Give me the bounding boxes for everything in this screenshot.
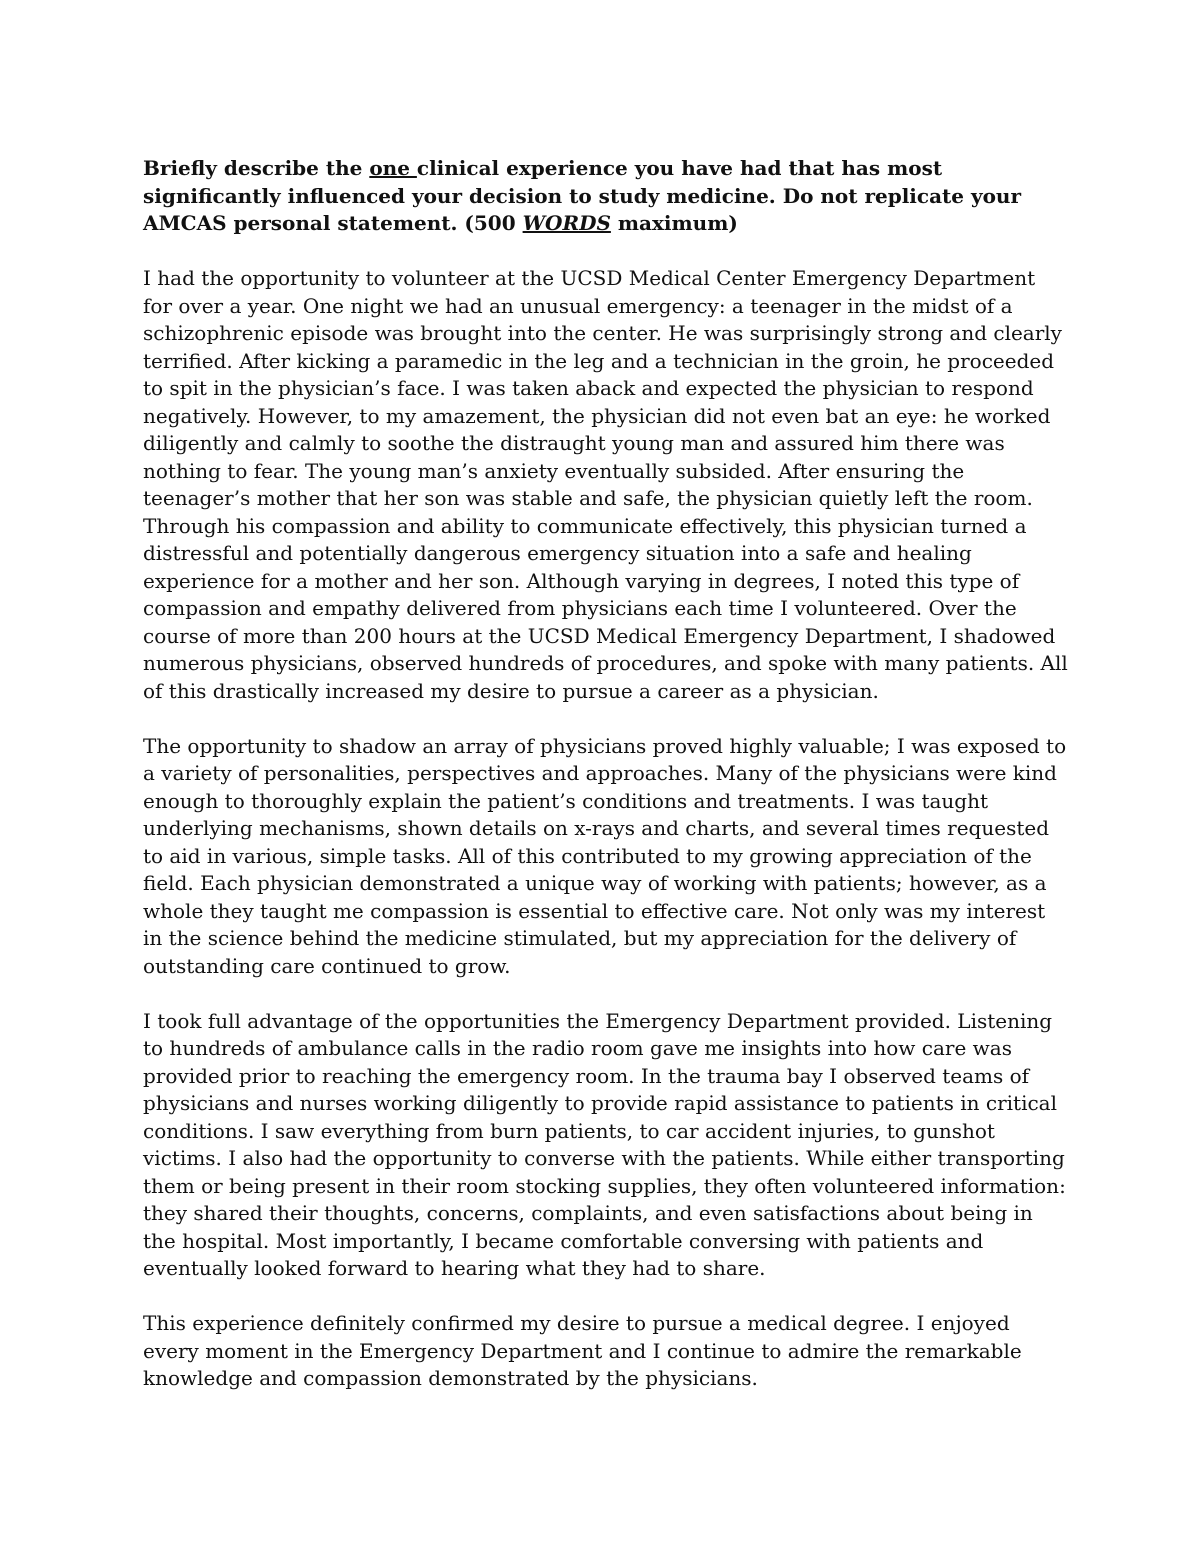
essay-paragraph-3: I took full advantage of the opportunities the Emergency Department provided. Listening to hundreds of ambulance calls in the radio room gave me insights into how care was provided prior to reaching the emergency room. In the trauma bay I observed teams of physicians and nurses working diligently to provide rapid assistance to patients in critical conditions. I saw everything from burn patients, to car accident injuries, to gunshot victims. I also had the opportunity to converse with the patients. While either transporting them or being present in their room stocking supplies, they often volunteered information: they shared their thoughts, concerns, complaints, and even satisfactions about being in the hospital. Most importantly, I became comfortable conversing with patients and eventually looked forward to hearing what they had to share. <box>143 1008 1066 1280</box>
prompt-text-part3: maximum) <box>610 211 738 235</box>
essay-paragraph-1: I had the opportunity to volunteer at the UCSD Medical Center Emergency Department for over a year. One night we had an unusual emergency: a teenager in the midst of a schizophrenic episode was brought into the center. He was surprisingly strong and clearly terrified. After kicking a paramedic in the leg and a technician in the groin, he proceeded to spit in the physician’s face. I was taken aback and expected the physician to respond negatively. However, to my amazement, the physician did not even bat an eye: he worked diligently and calmly to soothe the distraught young man and assured him there was nothing to fear. The young man’s anxiety eventually subsided. After ensuring the teenager’s mother that her son was stable and safe, the physician quietly left the room. Through his compassion and ability to communicate effectively, this physician turned a distressful and potentially dangerous emergency situation into a safe and healing experience for a mother and her son. Although varying in degrees, I noted this type of compassion and empathy delivered from physicians each time I volunteered. Over the course of more than 200 hours at the UCSD Medical Emergency Department, I shadowed numerous physicians, observed hundreds of procedures, and spoke with many patients. All of this drastically increased my desire to pursue a career as a physician. <box>143 266 1068 703</box>
essay-paragraph-2: The opportunity to shadow an array of physicians proved highly valuable; I was exposed to a variety of personalities, perspectives and approaches. Many of the physicians were kind enough to thoroughly explain the patient’s conditions and treatments. I was taught underlying mechanisms, shown details on x-rays and charts, and several times requested to aid in various, simple tasks. All of this contributed to my growing appreciation of the field. Each physician demonstrated a unique way of working with patients; however, as a whole they taught me compassion is essential to effective care. Not only was my interest in the science behind the medicine stimulated, but my appreciation for the delivery of outstanding care continued to grow. <box>143 733 1067 978</box>
essay-prompt <box>143 155 1068 238</box>
essay-content <box>143 155 1068 1393</box>
prompt-text-part2: clinical experience you have had that has most significantly influenced your decision to study medicine. Do not replicate your AMCAS personal statement. (500 <box>143 156 1021 235</box>
prompt-emphasis-words: WORDS <box>522 211 611 235</box>
essay-paragraph-4: This experience definitely confirmed my desire to pursue a medical degree. I enjoyed every moment in the Emergency Department and I continue to admire the remarkable knowledge and compassion demonstrated by the physicians. <box>143 1311 1022 1390</box>
prompt-text-part1: Briefly describe the <box>143 156 370 180</box>
prompt-emphasis-one: one <box>369 156 417 180</box>
